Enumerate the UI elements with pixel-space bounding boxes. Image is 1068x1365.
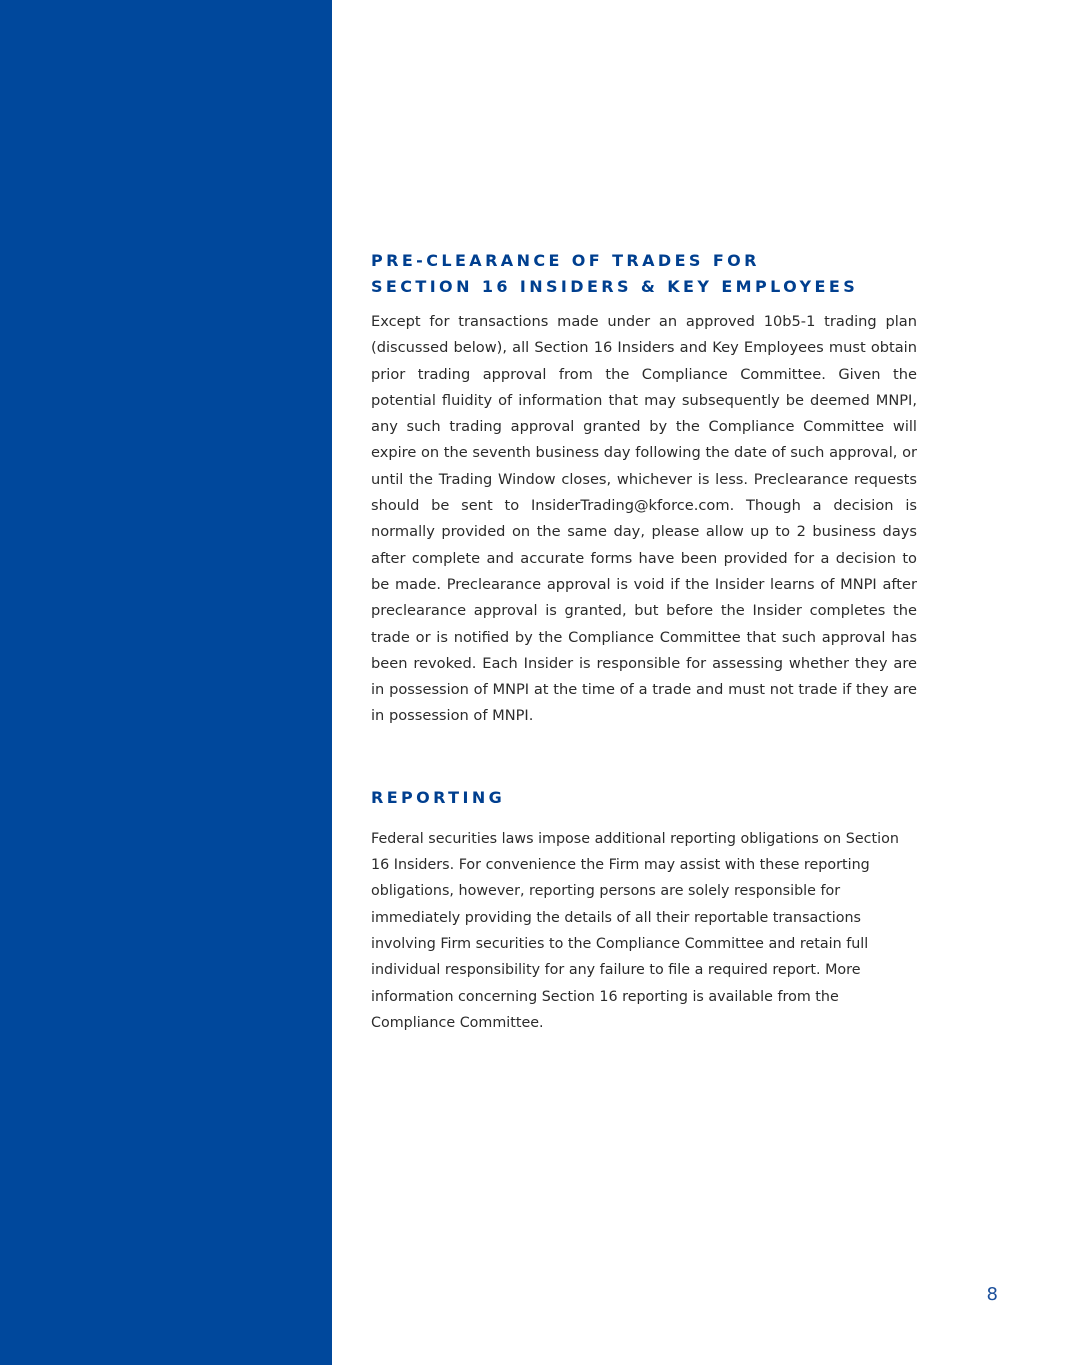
pre-clearance-heading-line-2: SECTION 16 INSIDERS & KEY EMPLOYEES	[371, 277, 859, 296]
reporting-heading	[371, 785, 917, 811]
pre-clearance-heading	[371, 248, 917, 300]
reporting-section	[371, 785, 917, 1036]
page-number: 8	[986, 1284, 998, 1305]
pre-clearance-section	[371, 248, 917, 730]
pre-clearance-heading-line-1: PRE-CLEARANCE OF TRADES FOR	[371, 251, 760, 270]
pre-clearance-paragraph: Except for transactions made under an approved 10b5-1 trading plan (discussed below), all Section 16 Insiders and Key Employees must obtain prior trading approval from the Compliance Committee. Given the potential fluidity of information that may subsequently be deemed MNPI, any such trading approval granted by the Compliance Committee will expire on the seventh business day following the date of such approval, or until the Trading Window closes, whichever is less. Preclearance requests should be sent to InsiderTrading@kforce.com. Though a decision is normally provided on the same day, please allow up to 2 business days after complete and accurate forms have been provided for a decision to be made. Preclearance approval is void if the Insider learns of MNPI after preclearance approval is granted, but before the Insider completes the trade or is notified by the Compliance Committee that such approval has been revoked. Each Insider is responsible for assessing whether they are in possession of MNPI at the time of a trade and must not trade if they are in possession of MNPI.	[371, 313, 917, 725]
blue-sidebar-panel	[0, 0, 332, 1365]
document-content	[371, 248, 917, 1036]
reporting-heading-text: REPORTING	[371, 787, 506, 807]
reporting-paragraph: Federal securities laws impose additional reporting obligations on Section 16 Insiders. For convenience the Firm may assist with these reporting obligations, however, reporting persons are solely responsible for immediately providing the details of all their reportable transactions involving Firm securities to the Compliance Committee and retain full individual responsibility for any failure to file a required report. More information concerning Section 16 reporting is available from the Compliance Committee.	[371, 830, 899, 1031]
